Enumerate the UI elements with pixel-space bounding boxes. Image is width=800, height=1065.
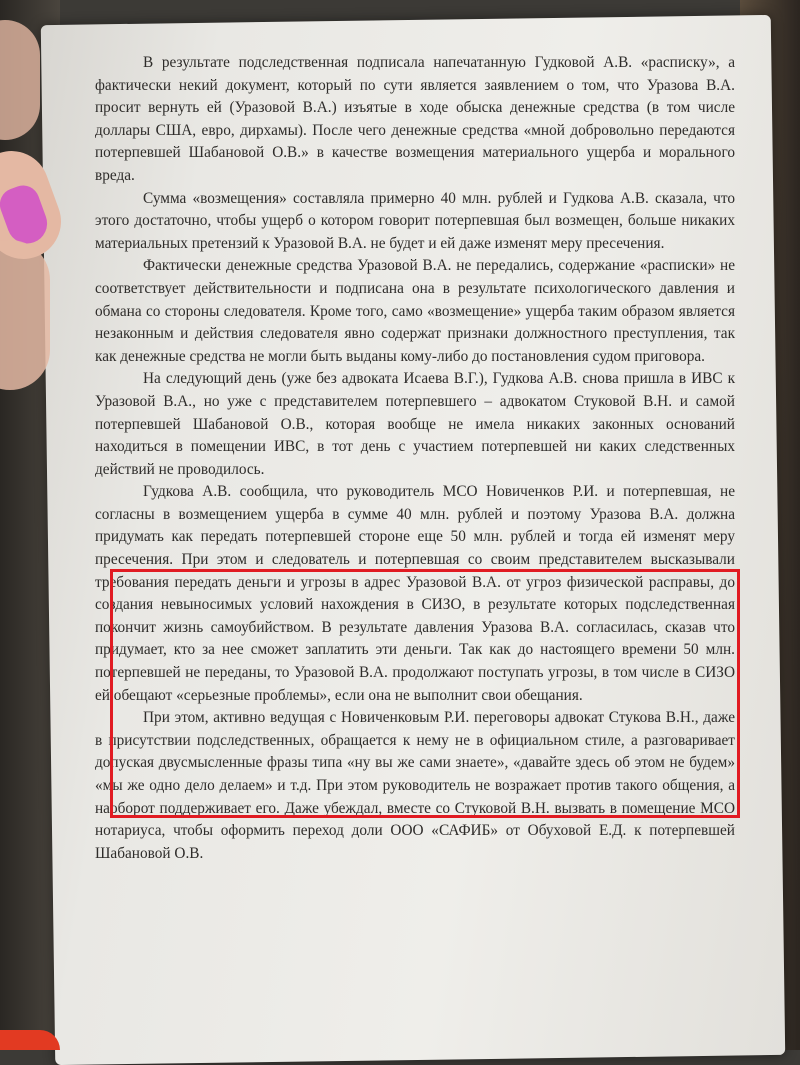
paragraph-5-highlighted: Гудкова А.В. сообщила, что руководитель МСО Новиченков Р.И. и потерпевшая, не согласны в возмещением ущерба в сумме 40 млн. рублей и поэтому Уразова В.А. должна придумать как передать потерпевшей стороне еще 50 млн. рублей и тогда ей изменят меру пресечения. При этом и следователь и потерпевшая со своим представителем высказывали требования передать деньги и угрозы в адрес Уразовой В.А. от угроз физической расправы, до создания невыносимых условий нахождения в СИЗО, в результате которых подследственная покончит жизнь самоубийством. В результате давления Уразова В.А. согласилась, сказав что придумает, кто за нее сможет заплатить эти деньги. Так как до настоящего времени 50 млн. потерпевшей не переданы, то Уразовой В.А. продолжают поступать угрозы, в том числе в СИЗО ей обещают «серьезные проблемы», если она не выполнит свои обещания. bbox=[95, 483, 735, 704]
paragraph-3: Фактически денежные средства Уразовой В.А. не передались, содержание «расписки» не соответствует действительности и подписана она в результате психологического давления и обмана со стороны следователя. Кроме того, само «возмещение» ущерба таким образом является незаконным и действия следователя явно содержат признаки должностного преступления, так как денежные средства не могли быть выданы кому-либо до постановления судом приговора. bbox=[95, 257, 735, 365]
paragraph-1: В результате подследственная подписала напечатанную Гудковой А.В. «расписку», а фактически некий документ, который по сути является заявлением о том, что Уразова В.А. просит вернуть ей (Уразовой В.А.) изъятые в ходе обыска денежные средства (в том числе доллары США, евро, дирхамы). После чего денежные средства «мной добровольно передаются потерпевшей Шабановой О.В.» в качестве возмещения материального ущерба и морального вреда. bbox=[95, 54, 735, 184]
paragraph-4: На следующий день (уже без адвоката Исаева В.Г.), Гудкова А.В. снова пришла в ИВС к Уразовой В.А., но уже с представителем потерпевшего – адвокатом Стуковой В.Н. и самой потерпевшей Шабановой О.В., которая вообще не имела никаких законных оснований находиться в помещении ИВС, в тот день с участием потерпевшей ни каких следственных действий не проводилось. bbox=[95, 370, 735, 478]
paragraph-2: Сумма «возмещения» составляла примерно 40 млн. рублей и Гудкова А.В. сказала, что этого достаточно, чтобы ущерб о котором говорит потерпевшая был возмещен, больше никаких материальных претензий к Уразовой В.А. не будет и ей даже изменят меру пресечения. bbox=[95, 189, 735, 252]
document-body bbox=[95, 52, 735, 865]
red-object-corner bbox=[0, 1030, 60, 1050]
hand-thumb bbox=[0, 20, 40, 140]
hand-palm bbox=[0, 240, 50, 390]
paragraph-6: При этом, активно ведущая с Новиченковым Р.И. переговоры адвокат Стукова В.Н., даже в присутствии подследственных, обращается к нему не в официальном стиле, а разговаривает допуская двусмысленные фразы типа «ну вы же сами знаете», «давайте здесь об этом не будем» «мы же одно дело делаем» и т.д. При этом руководитель не возражает против такого общения, а наоборот поддерживает его. Даже убеждал, вместе со Стуковой В.Н. вызвать в помещение МСО нотариуса, чтобы оформить переход доли ООО «САФИБ» от Обуховой Е.Д. к потерпевшей Шабановой О.В. bbox=[95, 709, 735, 862]
